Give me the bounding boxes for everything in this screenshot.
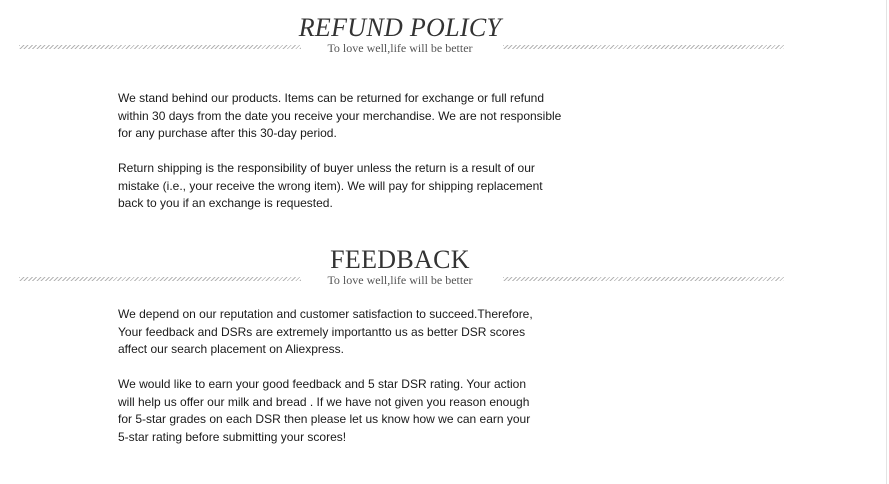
feedback-subtitle: To love well,life will be better	[327, 273, 473, 287]
right-decorative-rule	[503, 45, 784, 49]
right-decorative-rule	[503, 277, 784, 281]
left-decorative-rule	[19, 45, 301, 49]
feedback-paragraph-2: We would like to earn your good feedback and 5 star DSR rating. Your action will help us offer our milk and bread . If we have not given you reason enough for 5-star grades on each DSR then please let us know how we can earn your 5-star rating before submitting your scores!	[118, 377, 531, 444]
refund-policy-title: REFUND POLICY	[298, 13, 502, 42]
refund-paragraph-1: We stand behind our products. Items can be returned for exchange or full refund within 30 days from the date you receive your merchandise. We are not responsible for any purchase after this 30-day period.	[118, 91, 562, 140]
refund-paragraph-2: Return shipping is the responsibility of buyer unless the return is a result of our mistake (i.e., your receive the wrong item). We will pay for shipping replacement back to you if an exchange is requested.	[118, 161, 543, 210]
feedback-header	[0, 246, 889, 290]
refund-policy-header	[0, 14, 889, 58]
page-right-border	[886, 0, 887, 484]
left-decorative-rule	[19, 277, 301, 281]
feedback-paragraph-1: We depend on our reputation and customer satisfaction to succeed.Therefore, Your feedback and DSRs are extremely importantto us as better DSR scores affect our search placement on Aliexpress.	[118, 307, 533, 356]
refund-policy-subtitle: To love well,life will be better	[327, 41, 473, 55]
feedback-title: FEEDBACK	[330, 245, 470, 274]
